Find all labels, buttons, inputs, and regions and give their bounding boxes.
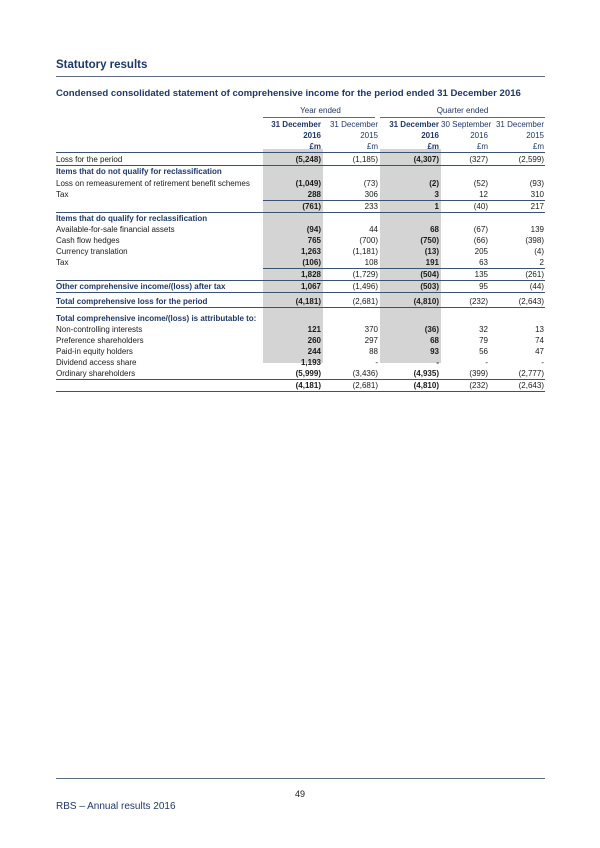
row-label: Loss for the period (56, 155, 123, 164)
row-value-col-2: (1,185) (352, 155, 378, 164)
page-number: 49 (294, 789, 305, 799)
row-value-col-3: 191 (425, 258, 439, 267)
table-row (56, 380, 545, 391)
table-row (56, 335, 545, 346)
row-value-col-4: (232) (469, 297, 488, 306)
row-value-col-2: (2,681) (352, 381, 378, 390)
row-value-col-4: 95 (479, 282, 488, 291)
row-value-col-2: (1,181) (352, 247, 378, 256)
row-value-col-4: 56 (479, 347, 488, 356)
row-value-col-3: (4,935) (413, 369, 439, 378)
column-header-2-line1: 31 December (329, 120, 378, 129)
row-value-col-3: - (436, 358, 439, 367)
row-label: Items that do qualify for reclassification (56, 214, 208, 223)
row-value-col-1: 260 (307, 336, 321, 345)
row-value-col-5: (4) (534, 247, 544, 256)
row-value-col-4: (232) (469, 381, 488, 390)
table-row (56, 178, 545, 189)
group-rule-quarter (380, 117, 545, 118)
row-value-col-5: 217 (530, 202, 544, 211)
row-value-col-3: (750) (420, 236, 439, 245)
row-value-col-3: (4,307) (413, 155, 439, 164)
row-value-col-2: 297 (364, 336, 378, 345)
row-label: Dividend access share (56, 358, 137, 367)
row-value-col-5: 139 (530, 225, 544, 234)
section-title: Statutory results (56, 59, 148, 71)
row-value-col-5: 74 (535, 336, 544, 345)
row-value-col-4: 79 (479, 336, 488, 345)
column-header-3-line2: 2016 (421, 131, 439, 140)
table-section-heading (56, 296, 545, 307)
row-value-col-3: 68 (430, 336, 439, 345)
row-value-col-1: (106) (302, 258, 321, 267)
table-row (56, 346, 545, 357)
row-label: Total comprehensive income/(loss) is attributable to: (56, 314, 257, 323)
row-value-col-5: - (541, 358, 544, 367)
row-value-col-4: 32 (479, 325, 488, 334)
table-row (56, 368, 545, 379)
column-header-5-unit: £m (532, 142, 544, 151)
row-value-col-1: 121 (307, 325, 321, 334)
row-value-col-5: 13 (535, 325, 544, 334)
table-row (56, 235, 545, 246)
row-value-col-1: (1,049) (295, 179, 321, 188)
group-header-year-ended: Year ended (300, 106, 341, 115)
row-value-col-1: 765 (307, 236, 321, 245)
row-value-col-3: (36) (424, 325, 439, 334)
row-label: Items that do not qualify for reclassification (56, 167, 222, 176)
row-label: Preference shareholders (56, 336, 144, 345)
row-value-col-5: (261) (525, 270, 544, 279)
row-rule (56, 292, 545, 293)
row-value-col-3: 1 (434, 202, 439, 211)
row-value-col-2: - (375, 358, 378, 367)
section-rule (56, 76, 545, 77)
row-label: Tax (56, 190, 69, 199)
row-label: Loss on remeasurement of retirement benefit schemes (56, 179, 250, 188)
row-value-col-2: (1,496) (352, 282, 378, 291)
row-value-col-5: 310 (530, 190, 544, 199)
column-header-5-line1: 31 December (495, 120, 544, 129)
row-value-col-4: (40) (473, 202, 488, 211)
column-header-1-line2: 2016 (303, 131, 321, 140)
row-value-col-3: (4,810) (413, 297, 439, 306)
footer-rule (56, 778, 545, 779)
column-header-2-line2: 2015 (360, 131, 378, 140)
row-value-col-3: (4,810) (413, 381, 439, 390)
row-value-col-2: 88 (369, 347, 378, 356)
row-label: Available-for-sale financial assets (56, 225, 175, 234)
row-value-col-1: (5,248) (295, 155, 321, 164)
table-row (56, 154, 545, 165)
table-row (56, 257, 545, 268)
row-rule (56, 307, 545, 308)
row-value-col-1: (4,181) (295, 297, 321, 306)
row-value-col-2: (73) (363, 179, 378, 188)
row-label: Non-controlling interests (56, 325, 143, 334)
row-value-col-1: 1,828 (300, 270, 321, 279)
table-section-heading (56, 166, 545, 177)
row-value-col-1: 1,193 (300, 358, 321, 367)
row-value-col-4: (52) (473, 179, 488, 188)
row-value-col-2: 44 (369, 225, 378, 234)
row-value-col-2: (700) (359, 236, 378, 245)
row-value-col-3: (503) (420, 282, 439, 291)
row-value-col-3: (13) (424, 247, 439, 256)
table-row (56, 246, 545, 257)
table-row (56, 201, 545, 212)
row-value-col-4: 135 (474, 270, 488, 279)
row-value-col-2: 306 (364, 190, 378, 199)
column-header-4-line2: 2016 (470, 131, 488, 140)
column-header-3-line1: 31 December (389, 120, 439, 129)
row-value-col-1: 1,067 (300, 282, 321, 291)
row-label: Paid-in equity holders (56, 347, 133, 356)
row-label: Tax (56, 258, 69, 267)
row-label: Ordinary shareholders (56, 369, 136, 378)
row-value-col-4: (399) (469, 369, 488, 378)
column-header-3-unit: £m (427, 142, 439, 151)
column-header-5-line2: 2015 (526, 131, 544, 140)
row-label: Other comprehensive income/(loss) after tax (56, 282, 226, 291)
table-row (56, 324, 545, 335)
table-section-heading (56, 313, 545, 324)
row-value-col-3: 3 (434, 190, 439, 199)
row-value-col-1: 288 (307, 190, 321, 199)
row-value-col-1: (5,999) (295, 369, 321, 378)
row-value-col-5: (93) (529, 179, 544, 188)
row-value-col-2: 233 (364, 202, 378, 211)
row-value-col-2: (3,436) (352, 369, 378, 378)
row-value-col-4: - (485, 358, 488, 367)
column-header-1-unit: £m (309, 142, 321, 151)
row-value-col-4: 205 (474, 247, 488, 256)
row-value-col-3: (2) (429, 179, 439, 188)
row-label: Currency translation (56, 247, 128, 256)
row-label: Total comprehensive loss for the period (56, 297, 208, 306)
table-row (56, 224, 545, 235)
table-row (56, 189, 545, 200)
row-value-col-2: 108 (364, 258, 378, 267)
table-row (56, 269, 545, 280)
table-row (56, 357, 545, 368)
column-header-4-line1: 30 September (441, 120, 492, 129)
header-rule (56, 152, 545, 153)
row-value-col-3: 68 (430, 225, 439, 234)
row-value-col-3: 93 (430, 347, 439, 356)
row-value-col-1: (94) (306, 225, 321, 234)
table-section-heading (56, 281, 545, 292)
group-header-quarter-ended: Quarter ended (436, 106, 489, 115)
row-value-col-2: (2,681) (352, 297, 378, 306)
column-header-4-unit: £m (476, 142, 488, 151)
row-value-col-5: 47 (535, 347, 544, 356)
column-header-1-line1: 31 December (271, 120, 321, 129)
row-value-col-4: (66) (473, 236, 488, 245)
statement-title: Condensed consolidated statement of comprehensive income for the period ended 31 December 2016 (56, 88, 521, 99)
row-value-col-2: (1,729) (352, 270, 378, 279)
row-value-col-1: (761) (302, 202, 321, 211)
row-value-col-2: 370 (364, 325, 378, 334)
row-value-col-1: (4,181) (295, 381, 321, 390)
row-rule (56, 391, 545, 392)
row-value-col-1: 1,263 (300, 247, 321, 256)
column-header-2-unit: £m (366, 142, 378, 151)
row-value-col-5: (2,599) (518, 155, 544, 164)
row-value-col-5: (2,643) (518, 381, 544, 390)
row-value-col-4: (67) (473, 225, 488, 234)
row-value-col-3: (504) (420, 270, 439, 279)
row-value-col-4: (327) (469, 155, 488, 164)
table-section-heading (56, 213, 545, 224)
row-value-col-5: (398) (525, 236, 544, 245)
row-value-col-5: 2 (539, 258, 544, 267)
row-value-col-5: (2,777) (518, 369, 544, 378)
row-label: Cash flow hedges (56, 236, 120, 245)
group-rule-year (263, 117, 375, 118)
row-value-col-4: 12 (479, 190, 488, 199)
row-value-col-5: (2,643) (518, 297, 544, 306)
row-value-col-5: (44) (529, 282, 544, 291)
row-value-col-1: 244 (307, 347, 321, 356)
footer-text: RBS – Annual results 2016 (56, 801, 176, 812)
row-value-col-4: 63 (479, 258, 488, 267)
